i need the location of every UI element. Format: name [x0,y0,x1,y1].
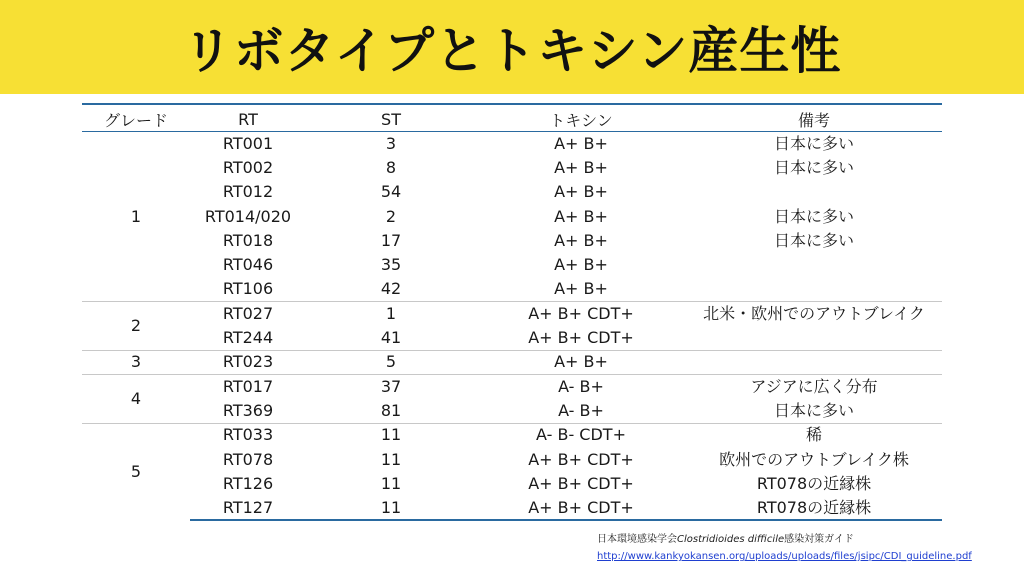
rt-cell: RT369 [222,400,274,420]
toxin-cell: A- B+ [558,400,604,420]
table-header [82,104,942,132]
st-cell: 35 [380,255,402,275]
citation-italic: Clostridioides difficile [677,534,785,545]
st-cell: 54 [380,182,402,202]
toxin-cell: A+ B+ CDT+ [528,327,634,347]
toxin-cell: A+ B+ [554,230,608,250]
st-cell: 37 [306,374,476,398]
note-cell [686,277,942,301]
rt-cell: RT012 [222,182,274,202]
note-cell [686,350,942,374]
st-cell: 41 [380,327,402,347]
rt-cell: RT127 [190,496,306,520]
header-grade: グレード [82,104,190,132]
note-cell: 日本に多い [773,157,854,177]
header-row [82,104,942,132]
st-cell: 2 [385,206,397,226]
toxin-cell: A+ B+ [476,350,686,374]
note-cell: RT078の近縁株 [686,496,942,520]
table-row [82,423,942,447]
toxin-cell: A+ B+ [554,157,608,177]
st-cell: 17 [380,230,402,250]
st-cell: 1 [306,302,476,326]
st-cell: 11 [380,449,402,469]
slide-title: リボタイプとトキシン産生性 [182,22,842,80]
table-row [82,447,942,471]
table-row [82,302,942,326]
rt-cell: RT078 [222,449,274,469]
table-row [82,204,942,228]
note-cell: 北米・欧州でのアウトブレイク [686,302,942,326]
rt-cell: RT046 [222,255,274,275]
note-cell: 欧州でのアウトブレイク株 [719,449,909,469]
header-rt: RT [190,104,306,132]
header-toxin: トキシン [476,104,686,132]
note-cell: アジアに広く分布 [686,374,942,398]
table-row [82,156,942,180]
table-row [82,326,942,350]
citation-suffix: 感染対策ガイド [784,534,854,545]
toxin-cell: A+ B+ CDT+ [476,496,686,520]
table-row [82,253,942,277]
grade-cell: 4 [82,374,190,423]
toxin-cell: A+ B+ CDT+ [528,449,634,469]
citation-prefix: 日本環境感染学会 [597,534,677,545]
table-row [82,472,942,496]
table-row [82,132,942,156]
st-cell: 11 [306,423,476,447]
toxin-cell: A+ B+ [554,133,608,153]
citation-text [597,531,972,548]
toxin-cell: A+ B+ [554,206,608,226]
table-body [82,132,942,521]
table-row [82,350,942,374]
ribotype-table-container [82,103,942,521]
grade-cell: 5 [82,423,190,520]
footer-reference [597,531,972,565]
toxin-cell: A+ B+ [554,255,608,275]
st-cell: 8 [385,157,397,177]
note-cell: 日本に多い [773,400,854,420]
st-cell: 42 [380,279,402,299]
table-row [82,374,942,398]
note-cell: 稀 [686,423,942,447]
note-cell: 日本に多い [773,133,854,153]
toxin-cell: A+ B+ [554,182,608,202]
ribotype-table [82,103,942,521]
note-cell [686,253,942,277]
rt-cell: RT014/020 [204,206,292,226]
table-row [82,180,942,204]
guideline-link[interactable]: http://www.kankyokansen.org/uploads/uploads/files/jsipc/CDI_guideline.pdf [597,551,972,562]
st-cell: 5 [306,350,476,374]
rt-cell: RT017 [190,374,306,398]
st-cell: 11 [306,496,476,520]
grade-cell: 1 [130,206,142,226]
rt-cell: RT244 [222,327,274,347]
rt-cell: RT018 [222,230,274,250]
note-cell: 日本に多い [773,206,854,226]
table-row [82,496,942,520]
note-cell: RT078の近縁株 [756,473,872,493]
table-row [82,229,942,253]
toxin-cell: A+ B+ [554,279,608,299]
rt-cell: RT001 [222,133,274,153]
note-cell [686,180,942,204]
table-row [82,399,942,423]
header-st: ST [306,104,476,132]
title-bar [0,0,1024,94]
rt-cell: RT002 [222,157,274,177]
rt-cell: RT106 [222,279,274,299]
table-row [82,277,942,301]
st-cell: 81 [380,400,402,420]
toxin-cell: A- B+ [476,374,686,398]
rt-cell: RT027 [190,302,306,326]
st-cell: 11 [380,473,402,493]
st-cell: 3 [385,133,397,153]
header-note: 備考 [686,104,942,132]
grade-cell: 2 [82,302,190,351]
rt-cell: RT033 [190,423,306,447]
rt-cell: RT126 [222,473,274,493]
note-cell [686,326,942,350]
toxin-cell: A- B- CDT+ [476,423,686,447]
grade-cell: 3 [82,350,190,374]
rt-cell: RT023 [190,350,306,374]
toxin-cell: A+ B+ CDT+ [528,473,634,493]
note-cell: 日本に多い [773,230,854,250]
toxin-cell: A+ B+ CDT+ [476,302,686,326]
